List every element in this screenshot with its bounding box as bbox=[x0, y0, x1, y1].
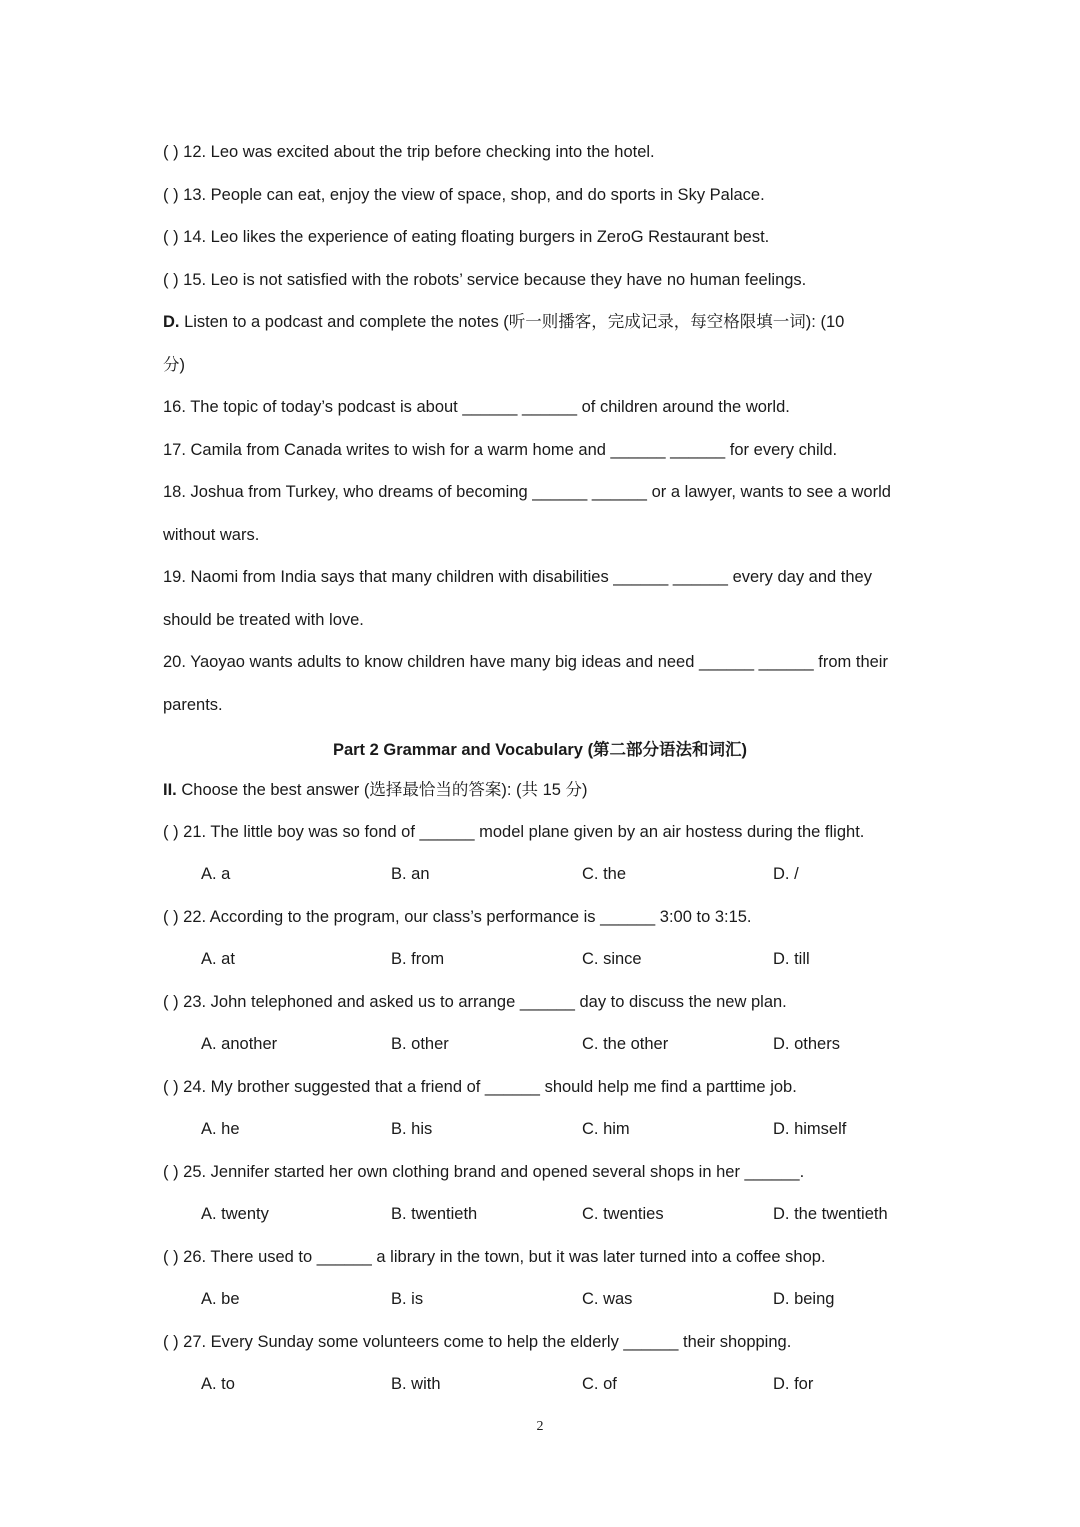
question-26: ( ) 26. There used to ______ a library in the town, but it was later turned into a coffee shop. bbox=[163, 1248, 826, 1266]
option-25-b: B. twentieth bbox=[391, 1205, 478, 1223]
question-27: ( ) 27. Every Sunday some volunteers come to help the elderly ______ their shopping. bbox=[163, 1333, 792, 1351]
note-20-cont: parents. bbox=[163, 696, 223, 714]
option-21-a: A. a bbox=[201, 865, 231, 883]
option-25-d: D. the twentieth bbox=[773, 1205, 888, 1223]
option-27-d: D. for bbox=[773, 1375, 814, 1393]
section-d-heading bbox=[163, 311, 844, 333]
tf-item-13: ( ) 13. People can eat, enjoy the view of space, shop, and do sports in Sky Palace. bbox=[163, 186, 765, 204]
option-26-d: D. being bbox=[773, 1290, 835, 1308]
section-ii-heading bbox=[163, 779, 588, 801]
section-d-label: D. bbox=[163, 313, 180, 331]
option-22-b: B. from bbox=[391, 950, 445, 968]
section-ii-label: II. bbox=[163, 781, 177, 799]
option-25-c: C. twenties bbox=[582, 1205, 664, 1223]
option-24-c: C. him bbox=[582, 1120, 630, 1138]
option-26-b: B. is bbox=[391, 1290, 424, 1308]
tf-item-15: ( ) 15. Leo is not satisfied with the robots’ service because they have no human feelings. bbox=[163, 271, 807, 289]
note-16: 16. The topic of today’s podcast is about ______ ______ of children around the world. bbox=[163, 398, 790, 416]
option-27-b: B. with bbox=[391, 1375, 441, 1393]
option-23-b: B. other bbox=[391, 1035, 449, 1053]
option-24-a: A. he bbox=[201, 1120, 240, 1138]
option-26-a: A. be bbox=[201, 1290, 240, 1308]
note-18: 18. Joshua from Turkey, who dreams of becoming ______ ______ or a lawyer, wants to see a world bbox=[163, 483, 891, 501]
option-26-c: C. was bbox=[582, 1290, 633, 1308]
option-22-a: A. at bbox=[201, 950, 235, 968]
part2-title: Part 2 Grammar and Vocabulary (第二部分语法和词汇) bbox=[332, 741, 748, 759]
option-25-a: A. twenty bbox=[201, 1205, 269, 1223]
note-19: 19. Naomi from India says that many children with disabilities ______ ______ every day and they bbox=[163, 568, 872, 586]
question-25: ( ) 25. Jennifer started her own clothing brand and opened several shops in her ______. bbox=[163, 1163, 805, 1181]
question-23: ( ) 23. John telephoned and asked us to arrange ______ day to discuss the new plan. bbox=[163, 993, 787, 1011]
option-23-c: C. the other bbox=[582, 1035, 669, 1053]
option-23-d: D. others bbox=[773, 1035, 840, 1053]
question-22: ( ) 22. According to the program, our class’s performance is ______ 3:00 to 3:15. bbox=[163, 908, 752, 926]
section-d-text: Listen to a podcast and complete the notes (听一则播客，完成记录，每空格限填一词): (10 bbox=[179, 313, 845, 331]
page-number: 2 bbox=[536, 1419, 544, 1434]
note-17: 17. Camila from Canada writes to wish for a warm home and ______ ______ for every child. bbox=[163, 441, 838, 459]
note-18-cont: without wars. bbox=[163, 526, 260, 544]
tf-item-12: ( ) 12. Leo was excited about the trip before checking into the hotel. bbox=[163, 143, 655, 161]
option-27-c: C. of bbox=[582, 1375, 617, 1393]
option-21-b: B. an bbox=[391, 865, 430, 883]
option-27-a: A. to bbox=[201, 1375, 235, 1393]
option-24-b: B. his bbox=[391, 1120, 433, 1138]
tf-item-14: ( ) 14. Leo likes the experience of eating floating burgers in ZeroG Restaurant best. bbox=[163, 228, 770, 246]
question-24: ( ) 24. My brother suggested that a friend of ______ should help me find a parttime job. bbox=[163, 1078, 797, 1096]
option-21-c: C. the bbox=[582, 865, 627, 883]
option-23-a: A. another bbox=[201, 1035, 278, 1053]
option-22-c: C. since bbox=[582, 950, 642, 968]
option-21-d: D. / bbox=[773, 865, 799, 883]
option-24-d: D. himself bbox=[773, 1120, 847, 1138]
section-d-heading-cont: 分) bbox=[163, 356, 185, 374]
question-21: ( ) 21. The little boy was so fond of ______ model plane given by an air hostess during the flight. bbox=[163, 823, 865, 841]
section-ii-text: Choose the best answer (选择最恰当的答案): (共 15 分) bbox=[176, 781, 588, 799]
note-19-cont: should be treated with love. bbox=[163, 611, 364, 629]
option-22-d: D. till bbox=[773, 950, 810, 968]
note-20: 20. Yaoyao wants adults to know children have many big ideas and need ______ ______ from their bbox=[163, 653, 888, 671]
